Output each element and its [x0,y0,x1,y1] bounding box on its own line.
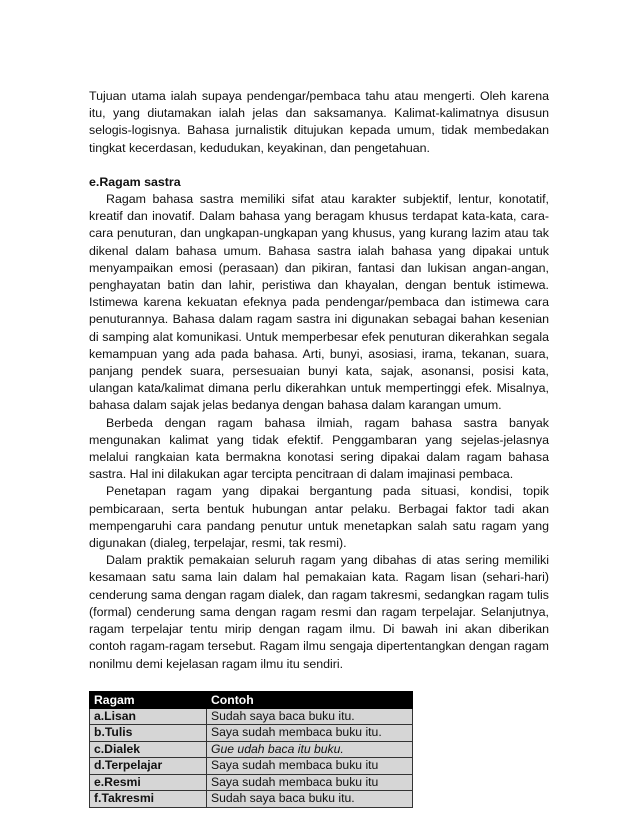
table-row [90,791,413,808]
paragraph: Penetapan ragam yang dipakai bergantung pada situasi, kondisi, topik pembicaraan, serta bentuk hubungan antar pelaku. Berbagai faktor tadi akan mempengaruhi cara pandang penutur untuk menetapkan salah satu ragam yang digunakan (dialeg, terpelajar, resmi, tak resmi). [89,484,549,551]
table-cell: f.Takresmi [90,791,207,808]
table-header-row [90,691,413,708]
paragraph: Berbeda dengan ragam bahasa ilmiah, ragam bahasa sastra banyak mengunakan kalimat yang tidak efektif. Penggambaran yang sejelas-jelasnya melalui rangkaian kata bermakna konotasi sering dipakai dalam ragam bahasa sastra. Hal ini dilakukan agar tercipta pencitraan di dalam imajinasi pembaca. [89,415,549,482]
table-cell: Gue udah baca itu buku. [207,741,413,758]
section-heading: e.Ragam sastra [89,174,181,189]
paragraph: Ragam bahasa sastra memiliki sifat atau karakter subjektif, lentur, konotatif, kreatif dan inovatif. Dalam bahasa yang beragam khusus terdapat kata-kata, cara-cara penuturan, dan ungkapan-ungkapan yang khusus, yang kurang lazim atau tak dikenal dalam bahasa umum. Bahasa sastra ialah bahasa yang dipakai untuk menyampaikan emosi (perasaan) dan pikiran, fantasi dan lukisan angan-angan, penghayatan batin dan lahir, peristiwa dan khayalan, dengan bentuk istimewa. Istimewa karena kekuatan efeknya pada pendengar/pembaca dan istimewa cara penuturannya. Bahasa dalam ragam sastra ini digunakan sebagai bahan kesenian di samping alat komunikasi. Untuk memperbesar efek penuturan dikerahkan segala kemampuan yang ada pada bahasa. Arti, bunyi, asosiasi, irama, tekanan, suara, panjang pendek suara, persesuaian bunyi kata, sajak, asonansi, posisi kata, ulangan kata/kalimat dimana perlu dikerahkan untuk mempertinggi efek. Misalnya, bahasa dalam sajak jelas bedanya dengan bahasa dalam karangan umum. [89,192,549,413]
table-cell: Sudah saya baca buku itu. [207,791,413,808]
table-cell: c.Dialek [90,741,207,758]
table-row [90,708,413,725]
table-cell: a.Lisan [90,708,207,725]
paragraph: Dalam praktik pemakaian seluruh ragam yang dibahas di atas sering memiliki kesamaan satu sama lain dalam hal pemakaian kata. Ragam lisan (sehari-hari) cenderung sama dengan ragam dialek, dan ragam takresmi, sedangkan ragam tulis (formal) cenderung sama dengan ragam resmi dan ragam terpelajar. Selanjutnya, ragam terpelajar tentu mirip dengan ragam ilmu. Di bawah ini akan diberikan contoh ragam-ragam tersebut. Ragam ilmu sengaja dipertentangkan dengan ragam nonilmu demi kejelasan ragam ilmu itu sendiri. [89,553,549,671]
table-cell: d.Terpelajar [90,758,207,775]
table-row [90,774,413,791]
table-cell: Saya sudah membaca buku itu. [207,725,413,742]
table-row [90,758,413,775]
table-cell: Saya sudah membaca buku itu [207,758,413,775]
table-row [90,741,413,758]
column-header: Contoh [207,691,413,708]
ragam-table [89,691,413,808]
table-row [90,725,413,742]
table-cell: b.Tulis [90,725,207,742]
document-page [89,88,549,808]
intro-paragraph: Tujuan utama ialah supaya pendengar/pembaca tahu atau mengerti. Oleh karena itu, yang diutamakan ialah jelas dan saksamanya. Kalimat-kalimatnya disusun selogis-logisnya. Bahasa jurnalistik ditujukan kepada umum, tidak membedakan tingkat kecerdasan, kedudukan, keyakinan, dan pengetahuan. [89,89,549,155]
column-header: Ragam [90,691,207,708]
table-cell: e.Resmi [90,774,207,791]
table-cell: Saya sudah membaca buku itu [207,774,413,791]
table-cell: Sudah saya baca buku itu. [207,708,413,725]
